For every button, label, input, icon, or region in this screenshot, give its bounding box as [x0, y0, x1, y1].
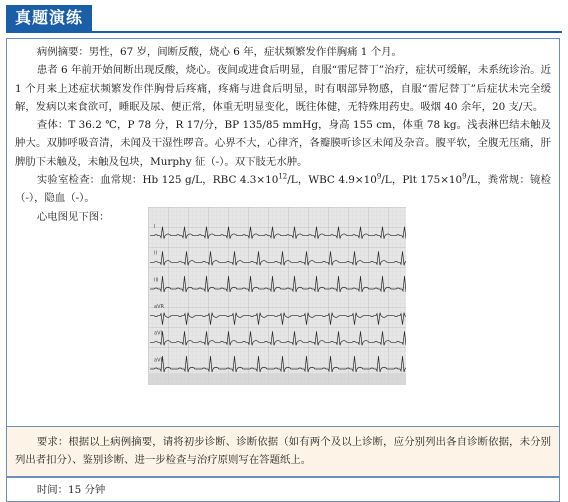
requirement-panel: [6, 427, 560, 477]
lab-exp: 9: [462, 172, 467, 181]
lab-part: /L，WBC 4.9×10: [287, 174, 377, 187]
requirement-text: 要求：根据以上病例摘要，请将初步诊断、诊断依据（如有两个及以上诊断，应分别列出各自诊断依据，未分别列出者扣分）、鉴别诊断、进一步检查与治疗原则写在答题纸上。: [15, 436, 551, 467]
section-title: 真题演练: [6, 5, 92, 31]
case-summary: 病例摘要：男性，67 岁，间断反酸，烧心 6 年，症状频繁发作伴胸痛 1 个月。: [36, 46, 402, 58]
lab-exp: 9: [376, 172, 382, 181]
ecg-lead-label: I: [154, 224, 156, 230]
section-header: [6, 5, 562, 35]
lab-exp: 12: [278, 172, 288, 181]
ecg-lead-label: aVL: [154, 330, 164, 337]
ecg-lead-label: III: [154, 277, 159, 284]
case-lab: [15, 171, 551, 208]
case-exam: 查体：T 36.2 ℃，P 78 分，R 17/分，BP 135/85 mmHg，身高 155 cm，体重 78 kg。浅表淋巴结未触及肿大。双肺呼吸音清，未闻及干湿性啰音。心界不大，心律齐，各瓣膜听诊区未闻及杂音。腹平软，全腹无压痛，肝脾肋下未触及，未触及包块，Murphy 征（-）。双下肢无水肿。: [15, 119, 551, 168]
ecg-lead-label: aVR: [154, 304, 164, 310]
lab-part: /L，Plt 175×10: [381, 174, 463, 187]
ecg-lead-label: II: [154, 250, 157, 257]
lab-part: /L，粪常规：镜检（-），隐血（-）。: [15, 174, 551, 205]
ecg-caption: 心电图见下图：: [36, 210, 110, 223]
ecg-strip: [148, 207, 406, 385]
lab-part: 实验室检查：血常规：Hb 125 g/L，RBC 4.3×10: [36, 174, 279, 187]
ecg-lead-label: aVF: [154, 357, 164, 364]
time-panel: [6, 477, 560, 502]
case-history: 患者 6 年前开始间断出现反酸，烧心。夜间或进食后明显，自服“雷尼替丁”治疗，症状可缓解，未系统诊治。近 1 个月来上述症状频繁发作伴胸骨后疼痛，疼痛与进食后明显，时有咽部异物感，自服“雷尼替丁”后症状未完全缓解，发病以来食欲可，睡眠及尿、便正常，体重无明显变化，既往体健，无特殊用药史。吸烟 40 余年，20 支/天。: [15, 64, 551, 113]
title-underline: [6, 31, 562, 33]
ecg-image: [148, 207, 406, 385]
time-text: 时间：15 分钟: [36, 484, 106, 496]
